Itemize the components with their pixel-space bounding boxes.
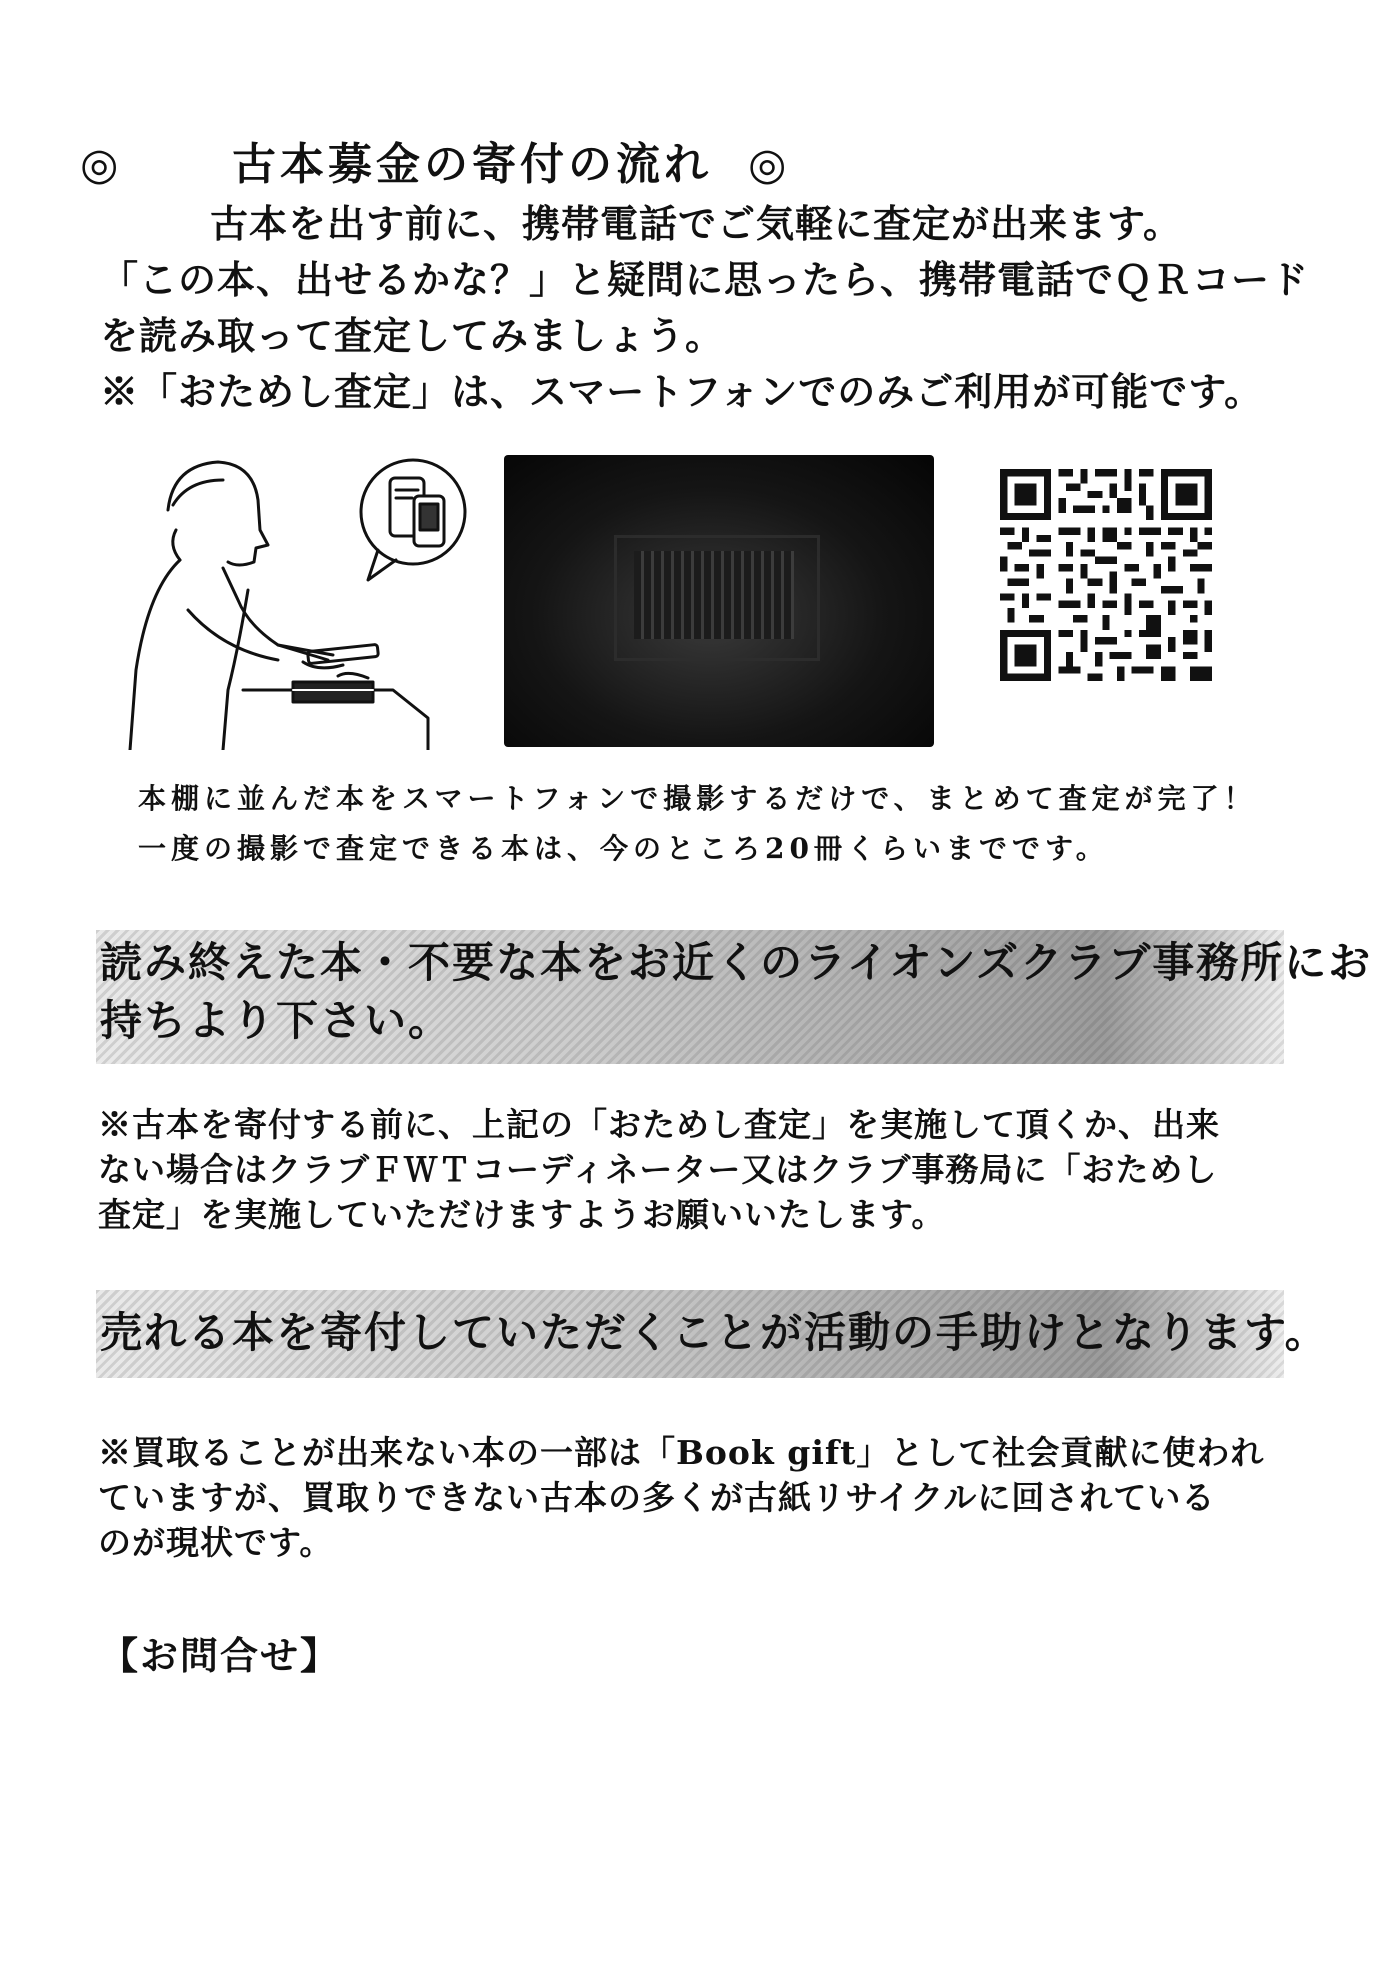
note-line: 査定」を実施していただけますようお願いいたします。	[98, 1195, 946, 1234]
note-line: ※買取ることが出来ない本の一部は「Book gift」として社会貢献に使われ	[98, 1433, 1265, 1472]
banner-line: 読み終えた本・不要な本をお近くのライオンズクラブ事務所にお	[100, 938, 1373, 987]
callout-banner	[96, 930, 1373, 1064]
intro-note: ※「おためし査定」は、スマートフォンでのみご利用が可能です。	[100, 369, 1264, 414]
qr-code-icon	[1000, 466, 1212, 684]
note-line: のが現状です。	[98, 1523, 334, 1562]
callout-banner	[96, 1290, 1329, 1378]
intro-line: 古本を出す前に、携帯電話でご気軽に査定が出来ます。	[210, 201, 1182, 246]
book-gift-note	[98, 1430, 1318, 1565]
assessment-note	[98, 1102, 1318, 1237]
bookshelf-photo	[504, 455, 934, 747]
caption-line: 本棚に並んだ本をスマートフォンで撮影するだけで、まとめて査定が完了！	[138, 782, 1257, 815]
caption-line: 一度の撮影で査定できる本は、今のところ20冊くらいまでです。	[138, 832, 1109, 865]
intro-line: を読み取って査定してみましょう。	[100, 313, 725, 358]
intro-line: 「この本、出せるかな？」と疑問に思ったら、携帯電話でＱＲコード	[100, 257, 1310, 302]
double-circle-icon: ◎	[80, 139, 123, 190]
banner-line: 売れる本を寄付していただくことが活動の手助けとなります。	[100, 1308, 1329, 1357]
banner-line: 持ちより下さい。	[100, 996, 453, 1045]
contact-heading: 【お問合せ】	[100, 1633, 341, 1678]
book-spines	[634, 551, 794, 639]
person-scanning-book-with-smartphone-icon	[128, 450, 498, 750]
note-line: ない場合はクラブＦＷＴコーディネーター又はクラブ事務局に「おためし	[98, 1150, 1218, 1189]
double-circle-icon: ◎	[748, 139, 791, 190]
note-line: ※古本を寄付する前に、上記の「おためし査定」を実施して頂くか、出来	[98, 1105, 1220, 1144]
intro-paragraph	[100, 196, 1320, 420]
photo-caption	[138, 774, 1257, 874]
note-line: ていますが、買取りできない古本の多くが古紙リサイクルに回されている	[98, 1478, 1216, 1517]
page-title-text: 古本募金の寄付の流れ	[232, 139, 712, 190]
page-title	[80, 128, 820, 192]
